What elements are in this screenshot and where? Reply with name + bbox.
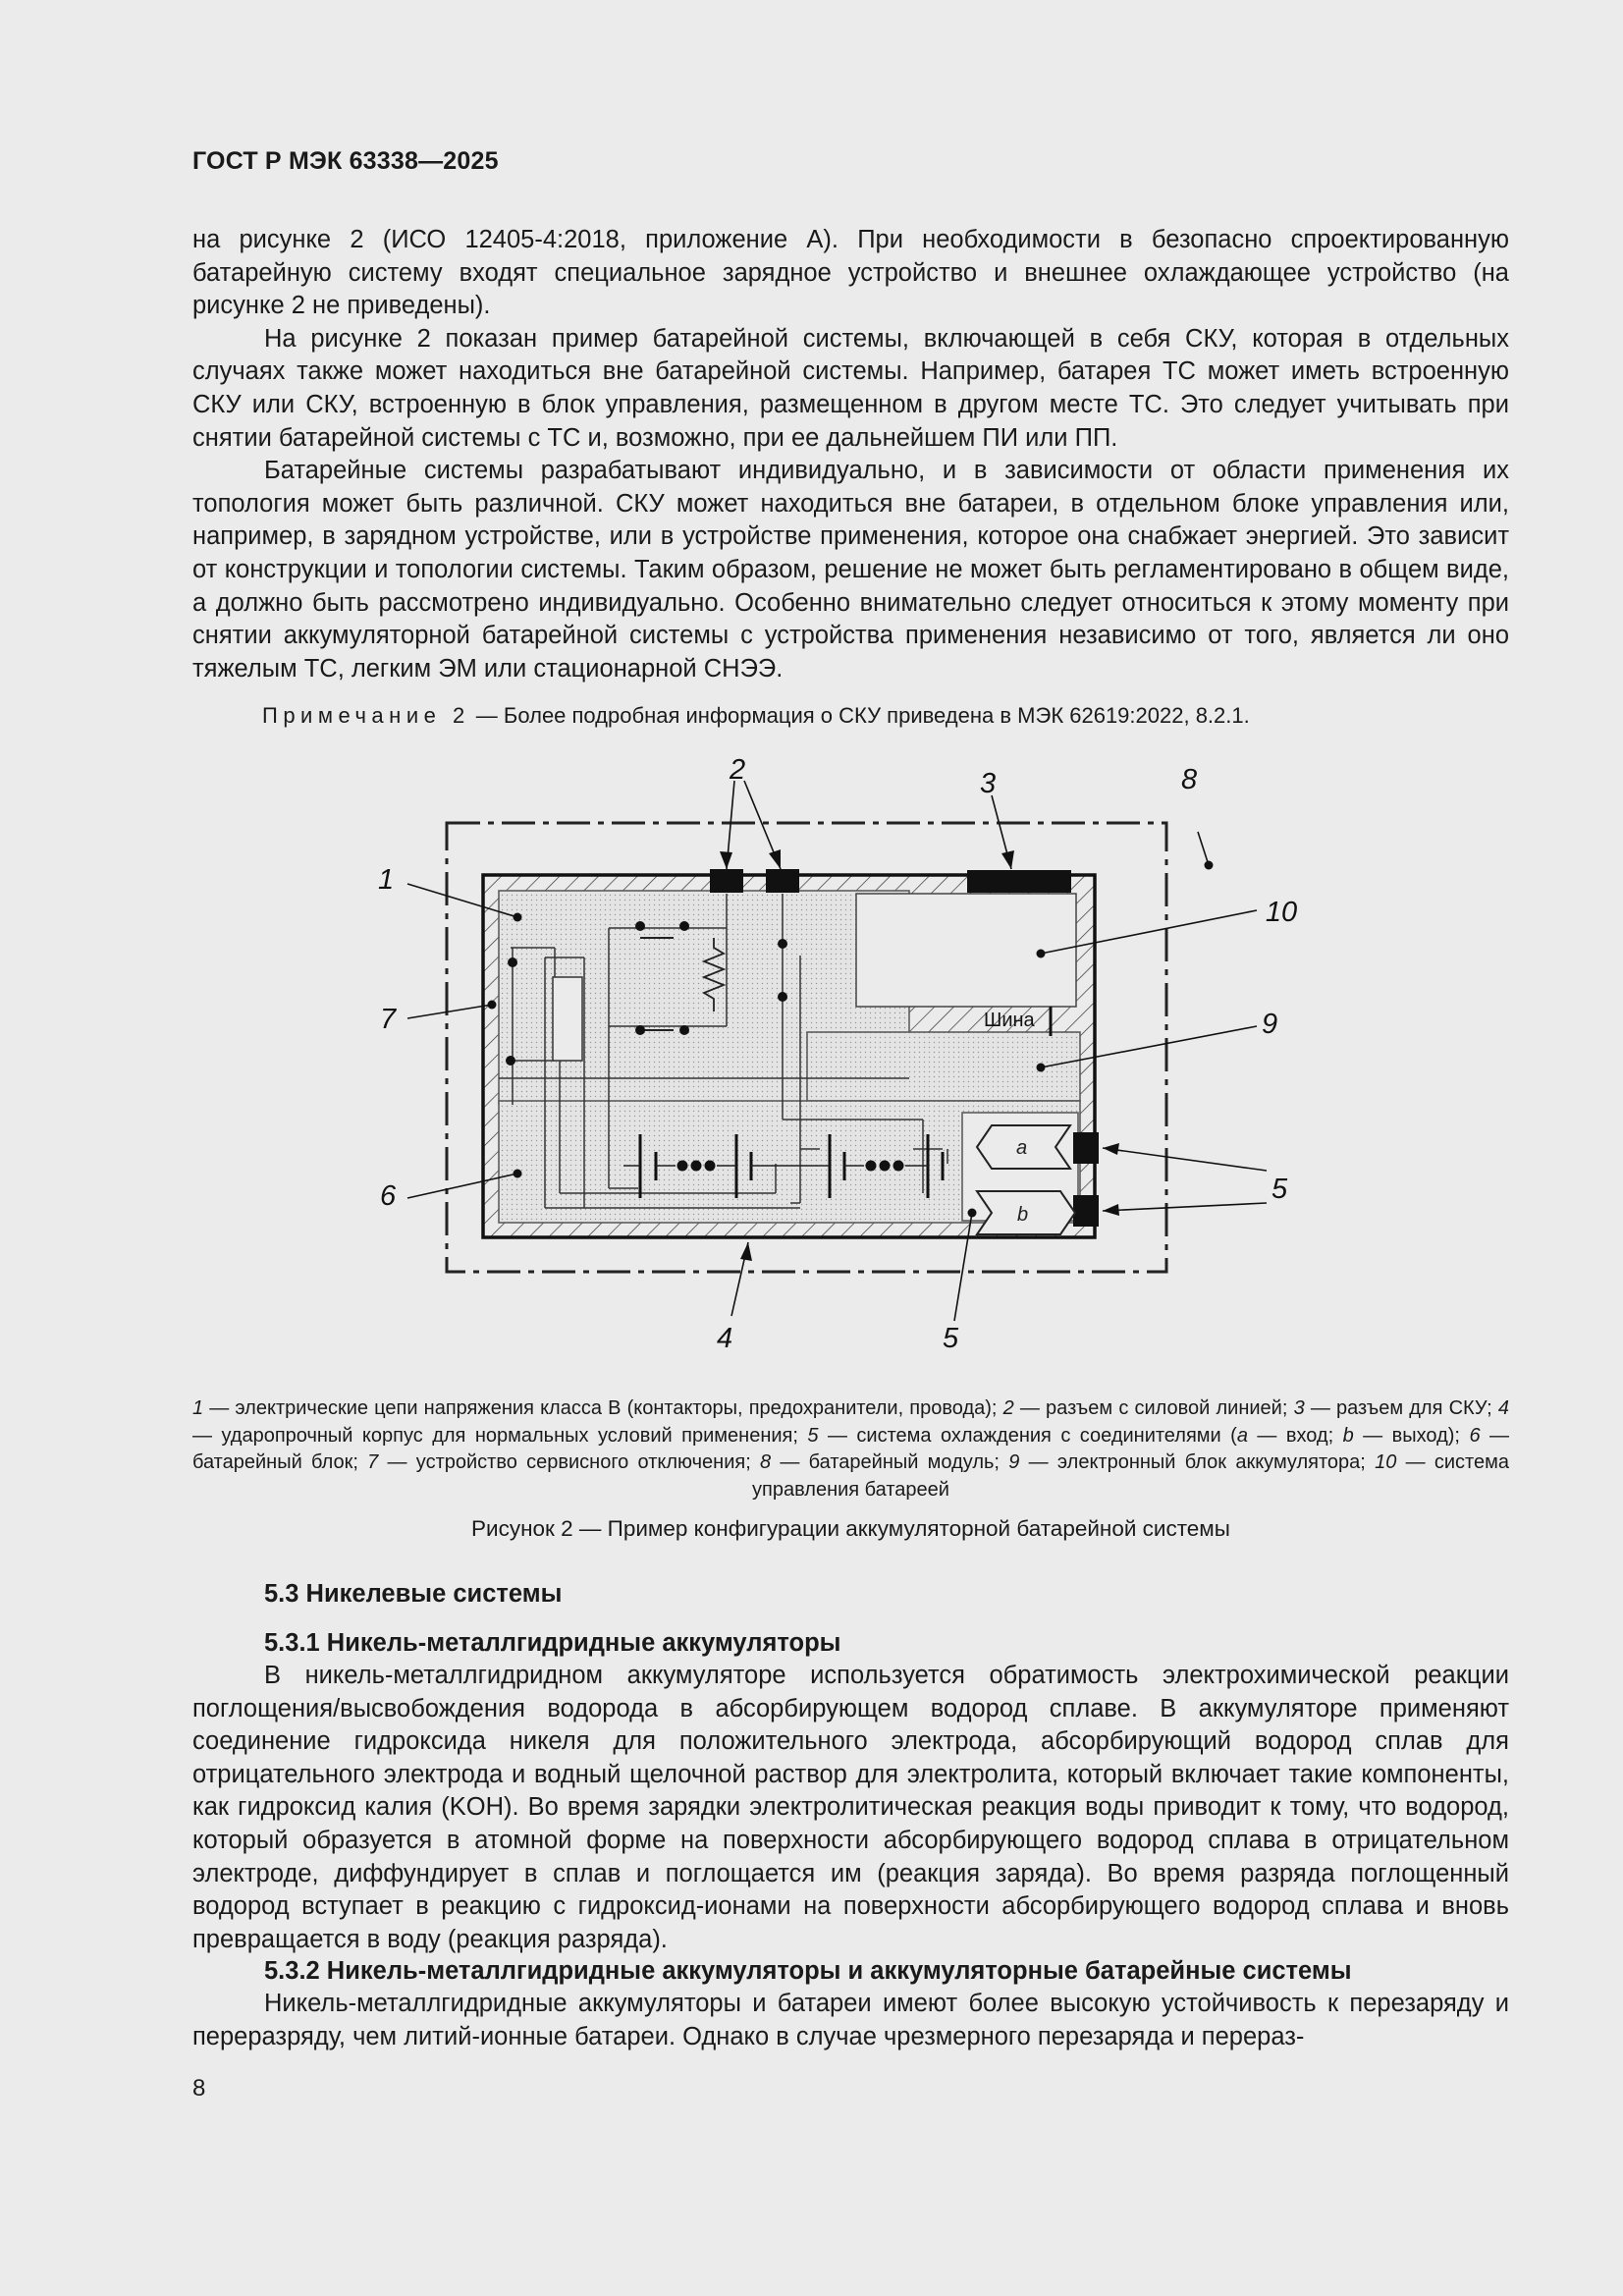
intro-text-block	[192, 224, 1509, 685]
figure-label: 5	[1271, 1174, 1288, 1205]
figure-title: Рисунок 2 — Пример конфигурации аккумуляторной батарейной системы	[471, 1516, 1230, 1541]
svg-text:b: b	[1017, 1204, 1029, 1226]
note-text: — Более подробная информация о СКУ приведена в МЭК 62619:2022, 8.2.1.	[469, 703, 1250, 728]
note	[262, 701, 1250, 731]
figure-label: 6	[380, 1180, 397, 1212]
bms-connector	[967, 870, 1071, 893]
section-text	[192, 1660, 1509, 1956]
paragraph: Никель-металлгидридные аккумуляторы и батареи имеют более высокую устойчивость к перезаряду и переразряду, чем литий-ионные батареи. Однако в случае чрезмерного перезаряда и перераз-	[192, 1990, 1509, 2050]
power-connector	[710, 869, 743, 893]
section-text	[192, 1988, 1509, 2053]
section-heading: 5.3 Никелевые системы	[264, 1580, 563, 1608]
cooling-connector	[1073, 1132, 1099, 1164]
document-header: ГОСТ Р МЭК 63338—2025	[192, 147, 499, 175]
paragraph: Батарейные системы разрабатывают индивидуально, и в зависимости от области применения их топология может быть различной. СКУ может находиться вне батареи, в отдельном блоке управления или, например, в зарядном устройстве, или в устройстве применения, которое она снабжает энергией. Это зависит от конструкции и топологии системы. Таким образом, решение не может быть регламентировано в общем виде, а должно быть рассмотрено индивидуально. Особенно внимательно следует относиться к этому моменту при снятии аккумуляторной батарейной системы с устройства применения независимо от того, является ли оно тяжелым ТС, легким ЭМ или стационарной СНЭЭ.	[192, 457, 1509, 683]
note-label: Примечание 2	[262, 703, 470, 728]
fuse-icon	[553, 977, 582, 1061]
subsection-heading: 5.3.2 Никель-металлгидридные аккумуляторы и аккумуляторные батарейные системы	[264, 1957, 1352, 1985]
figure-label: 3	[980, 768, 997, 799]
svg-text:a: a	[1016, 1137, 1028, 1159]
figure-label: 9	[1262, 1009, 1278, 1040]
bus-label: Шина	[984, 1010, 1035, 1031]
subsection-heading: 5.3.1 Никель-металлгидридные аккумуляторы	[264, 1629, 841, 1657]
figure-2	[363, 741, 1298, 1394]
power-connector	[766, 869, 799, 893]
figure-label: 5	[943, 1323, 959, 1354]
paragraph: В никель-металлгидридном аккумуляторе используется обратимость электрохимической реакции поглощения/высвобождения водорода в абсорбирующем водород сплаве. В аккумуляторе применяют соединение гидроксида никеля для положительного электрода, абсорбирующий водород сплав для отрицательного электрода и водный щелочной раствор для электролита, который включает такие компоненты, как гидроксид калия (KOH). Во время зарядки электролитическая реакция воды приводит к тому, что водород, который образуется в атомной форме на поверхности абсорбирующего водород сплава в отрицательном электроде, диффундирует в сплав и поглощается им (реакция заряда). Во время разряда поглощенный водород вступает в реакцию с гидроксид-ионами на поверхности абсорбирующего водород сплава и вновь превращается в воду (реакция разряда).	[192, 1662, 1509, 1953]
figure-label: 10	[1265, 897, 1298, 928]
page-number: 8	[192, 2075, 206, 2102]
paragraph: на рисунке 2 (ИСО 12405-4:2018, приложение А). При необходимости в безопасно спроектированную батарейную систему входят специальное зарядное устройство и внешнее охлаждающее устройство (на рисунке 2 не приведены).	[192, 226, 1509, 320]
figure-label: 8	[1181, 764, 1198, 795]
figure-legend: 1 — электрические цепи напряжения класса В (контакторы, предохранители, провода); 2 — разъем с силовой линией; 3 — разъем для СКУ; 4 — ударопрочный корпус для нормальных условий применения; 5 — система охлаждения с соединителями (a — вход; b — выход); 6 — батарейный блок; 7 — устройство сервисного отключения; 8 — батарейный модуль; 9 — электронный блок аккумулятора; 10 — система управления батареей	[192, 1397, 1510, 1501]
paragraph: На рисунке 2 показан пример батарейной системы, включающей в себя СКУ, которая в отдельных случаях также может находиться вне батарейной системы. Например, батарея ТС может иметь встроенную СКУ или СКУ, встроенную в блок управления, размещенном в другом месте ТС. Это следует учитывать при снятии батарейной системы с ТС и, возможно, при ее дальнейшем ПИ или ПП.	[192, 324, 1509, 452]
figure-label: 4	[717, 1323, 733, 1354]
figure-label: 7	[380, 1004, 397, 1035]
battery-system-diagram	[363, 741, 1298, 1390]
cooling-connector	[1073, 1195, 1099, 1227]
figure-label: 1	[378, 864, 395, 896]
figure-label: 2	[730, 754, 746, 786]
